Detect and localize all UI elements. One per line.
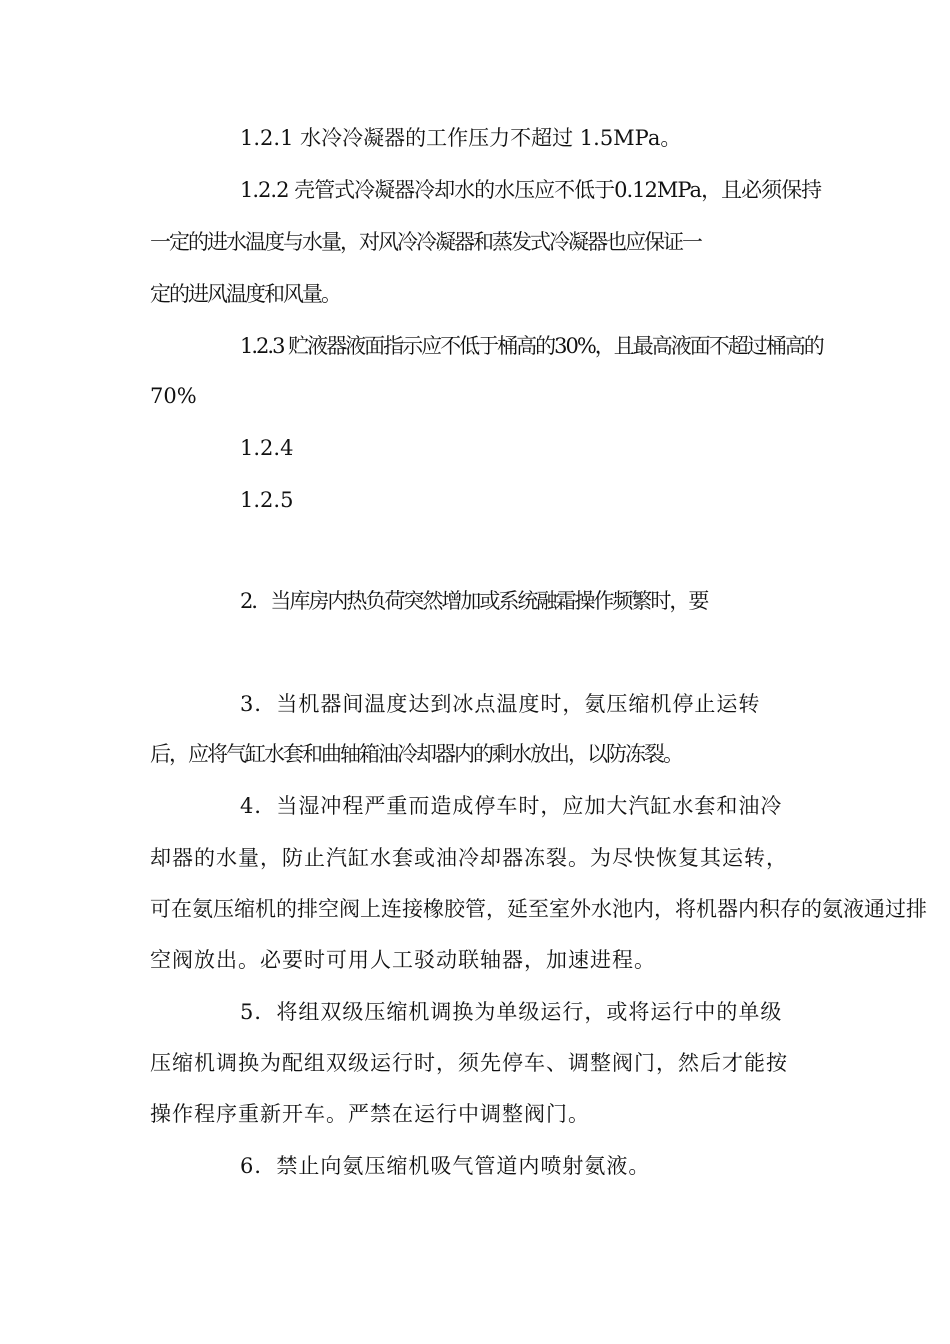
paragraph-1-2-4: 1.2.4 — [240, 436, 294, 460]
paragraph-1-2-5: 1.2.5 — [240, 488, 294, 512]
paragraph-1-2-1: 1.2.1 水冷冷凝器的工作压力不超过 1.5MPa。 — [240, 126, 682, 150]
paragraph-4-line-3: 可在氨压缩机的排空阀上连接橡胶管，延至室外水池内，将机器内积存的氨液通过排 — [150, 897, 927, 921]
paragraph-6: 6．禁止向氨压缩机吸气管道内喷射氨液。 — [240, 1154, 651, 1178]
paragraph-5-line-3: 操作程序重新开车。严禁在运行中调整阀门。 — [150, 1102, 590, 1126]
paragraph-3-line-1: 3．当机器间温度达到冰点温度时，氨压缩机停止运转 — [240, 692, 761, 716]
paragraph-1-2-2-line-1: 1.2.2 壳管式冷凝器冷却水的水压应不低于0.12MPa，且必须保持 — [240, 178, 822, 202]
paragraph-3-line-2: 后，应将气缸水套和曲轴箱油冷却器内的剩水放出，以防冻裂。 — [150, 742, 682, 766]
paragraph-5-line-2: 压缩机调换为配组双级运行时，须先停车、调整阀门，然后才能按 — [150, 1051, 788, 1075]
paragraph-1-2-2-line-3: 定的进风温度和风量。 — [150, 282, 340, 306]
paragraph-4-line-1: 4．当湿冲程严重而造成停车时，应加大汽缸水套和油冷 — [240, 794, 783, 818]
paragraph-4-line-2: 却器的水量，防止汽缸水套或油冷却器冻裂。为尽快恢复其运转， — [150, 846, 788, 870]
paragraph-1-2-2-line-2: 一定的进水温度与水量，对风冷冷凝器和蒸发式冷凝器也应保证一 — [150, 230, 701, 254]
paragraph-1-2-3-line-2: 70% — [150, 384, 197, 408]
paragraph-1-2-3-line-1: 1.2.3 贮液器液面指示应不低于桶高的30%，且最高液面不超过桶高的 — [240, 334, 823, 358]
paragraph-2: 2．当库房内热负荷突然增加或系统融霜操作频繁时，要 — [240, 589, 708, 613]
paragraph-5-line-1: 5．将组双级压缩机调换为单级运行，或将运行中的单级 — [240, 1000, 783, 1024]
paragraph-4-line-4: 空阀放出。必要时可用人工驳动联轴器，加速进程。 — [150, 948, 656, 972]
